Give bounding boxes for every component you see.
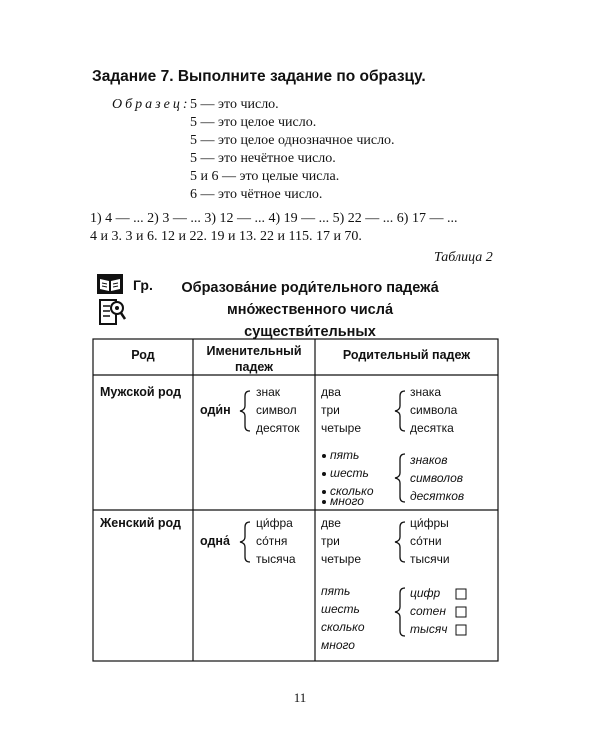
bullet-icon	[322, 500, 326, 504]
numeral-word: четыре	[321, 421, 361, 435]
sample-label: Образец:	[112, 97, 191, 112]
grammar-label: Гр.	[133, 277, 153, 293]
genitive-plural-word: сотен	[410, 604, 446, 618]
numeral-word: две	[321, 516, 341, 530]
page-number: 11	[293, 690, 307, 705]
many-quantifier: много	[330, 494, 364, 508]
table-title: Образова́ние роди́тельного падежа́ мно́жественного числа́ существи́тельных	[181, 280, 439, 340]
sample-line: 6 — это чётное число.	[190, 187, 323, 202]
nominative-word: десяток	[256, 421, 300, 435]
genitive-plural-word: десятков	[410, 489, 465, 503]
gender-masculine: Мужской род	[100, 385, 182, 399]
header-nominative: Именительный падеж	[206, 344, 302, 374]
numeral-word: три	[321, 534, 340, 548]
genitive-plural-word: символов	[410, 471, 464, 485]
genitive-plural-word: тысяч	[410, 622, 448, 636]
table-caption: Таблица 2	[434, 250, 493, 265]
nominative-word: знак	[256, 385, 281, 399]
many-quantifier: сколько	[321, 620, 365, 634]
sample-line: 5 — это целое число.	[190, 115, 317, 130]
genitive-singular-word: десятка	[410, 421, 454, 435]
numeral-word: четыре	[321, 552, 361, 566]
many-quantifier: шесть	[330, 466, 369, 480]
sample-line: 5 — это нечётное число.	[190, 151, 336, 166]
header-genitive: Родительный падеж	[342, 348, 471, 362]
numeral-word: три	[321, 403, 340, 417]
nominative-word: символ	[256, 403, 297, 417]
nominative-word: тысяча	[256, 552, 296, 566]
genitive-plural-word: цифр	[410, 586, 441, 600]
numeral-word: два	[321, 385, 341, 399]
many-quantifier: шесть	[321, 602, 360, 616]
genitive-singular-word: знака	[410, 385, 441, 399]
exercise-pairs: 4 и 3. 3 и 6. 12 и 22. 19 и 13. 22 и 115. 17 и 70.	[90, 229, 362, 244]
many-quantifier: пять	[330, 448, 360, 462]
nominative-word: со́тня	[256, 534, 288, 548]
quantifier-feminine: одна́	[200, 534, 230, 548]
sample-line: 5 — это целое однозначное число.	[190, 133, 395, 148]
genitive-singular-word: со́тни	[410, 534, 442, 548]
sample-line: 5 — это число.	[190, 97, 279, 112]
many-quantifier: пять	[321, 584, 351, 598]
gender-feminine: Женский род	[100, 516, 181, 530]
genitive-singular-word: тысячи	[410, 552, 450, 566]
quantifier-masculine: оди́н	[200, 403, 231, 417]
sample-line: 5 и 6 — это целые числа.	[190, 169, 340, 184]
many-quantifier: сколько	[330, 484, 374, 498]
many-quantifier: много	[321, 638, 355, 652]
genitive-singular-word: ци́фры	[410, 516, 449, 530]
nominative-word: ци́фра	[256, 516, 293, 530]
exercise-prompts: 1) 4 — ... 2) 3 — ... 3) 12 — ... 4) 19 — ... 5) 22 — ... 6) 17 — ...	[90, 211, 458, 226]
header-gender: Род	[131, 348, 155, 362]
genitive-singular-word: символа	[410, 403, 458, 417]
genitive-plural-word: знаков	[410, 453, 448, 467]
task-title: Задание 7. Выполните задание по образцу.	[92, 68, 426, 85]
